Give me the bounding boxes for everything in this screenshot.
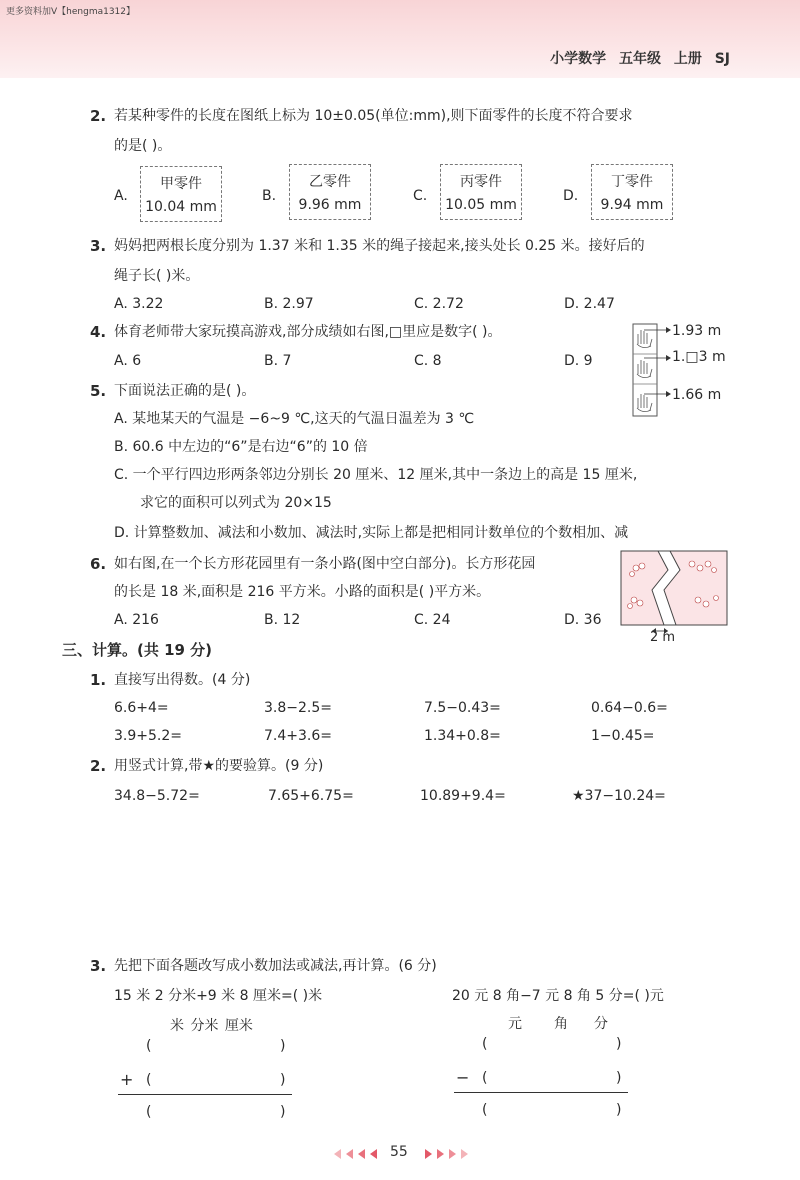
option: D. 9 bbox=[564, 353, 593, 369]
option: A. 216 bbox=[114, 612, 159, 628]
paren-open: ( bbox=[482, 1036, 488, 1052]
sum-rule bbox=[118, 1094, 292, 1095]
option: D. 36 bbox=[564, 612, 602, 628]
question-text: 下面说法正确的是( )。 bbox=[114, 383, 256, 399]
conversion-equation: 20 元 8 角−7 元 8 角 5 分=( )元 bbox=[452, 988, 664, 1004]
arithmetic-item: 1−0.45= bbox=[591, 728, 655, 744]
option: C. 8 bbox=[414, 353, 442, 369]
page-header bbox=[0, 0, 800, 78]
question-number: 3. bbox=[90, 237, 107, 255]
minus-sign: − bbox=[456, 1068, 470, 1087]
unit-header: 米 分米 厘米 bbox=[170, 1018, 253, 1034]
question-text: 的是( )。 bbox=[114, 138, 172, 154]
part-name: 丙零件 bbox=[460, 174, 502, 190]
arithmetic-item: 7.5−0.43= bbox=[424, 700, 501, 716]
unit-header: 角 bbox=[554, 1016, 568, 1032]
option-letter: A. bbox=[114, 188, 128, 204]
watermark-text: 更多资料加V【hengma1312】 bbox=[6, 7, 136, 17]
height-label: 1.93 m bbox=[672, 323, 722, 339]
paren-close: ) bbox=[616, 1036, 622, 1052]
paren-close: ) bbox=[280, 1038, 286, 1054]
conversion-equation: 15 米 2 分米+9 米 8 厘米=( )米 bbox=[114, 988, 323, 1004]
paren-open: ( bbox=[146, 1104, 152, 1120]
question-text: 绳子长( )米。 bbox=[114, 268, 200, 284]
paren-close: ) bbox=[280, 1072, 286, 1088]
vertical-calc-item: ★37−10.24= bbox=[572, 788, 666, 804]
part-length: 9.96 mm bbox=[298, 197, 362, 213]
plus-sign: + bbox=[120, 1070, 134, 1089]
paren-close: ) bbox=[616, 1102, 622, 1118]
arithmetic-item: 0.64−0.6= bbox=[591, 700, 668, 716]
right-arrows-icon bbox=[424, 1148, 474, 1160]
difference-rule bbox=[454, 1092, 628, 1093]
paren-close: ) bbox=[616, 1070, 622, 1086]
book-info: 小学数学 五年级 上册 SJ bbox=[550, 51, 730, 67]
part-card bbox=[289, 164, 371, 220]
option: A. 某地某天的气温是 −6~9 ℃,这天的气温日温差为 3 ℃ bbox=[114, 411, 475, 427]
arithmetic-item: 3.9+5.2= bbox=[114, 728, 182, 744]
question-text: 的长是 18 米,面积是 216 平方米。小路的面积是( )平方米。 bbox=[114, 584, 491, 600]
paren-open: ( bbox=[146, 1072, 152, 1088]
option-letter: D. bbox=[563, 188, 579, 204]
section-title: 三、计算。(共 19 分) bbox=[62, 641, 213, 659]
option: D. 计算整数加、减法和小数加、减法时,实际上都是把相同计数单位的个数相加、减 bbox=[114, 525, 629, 541]
hand-icon bbox=[637, 360, 652, 378]
question-text: 妈妈把两根长度分别为 1.37 米和 1.35 米的绳子接起来,接头处长 0.25 米。接好后的 bbox=[114, 238, 645, 254]
question-number: 5. bbox=[90, 382, 107, 400]
page-footer bbox=[0, 1144, 800, 1164]
problem-title: 直接写出得数。(4 分) bbox=[114, 672, 251, 688]
dimension-label: 2 m bbox=[650, 630, 676, 645]
vertical-calc-item: 7.65+6.75= bbox=[268, 788, 354, 804]
option: C. 2.72 bbox=[414, 296, 464, 312]
height-label: 1.66 m bbox=[672, 387, 722, 403]
reach-height-figure bbox=[630, 320, 760, 420]
unit-header: 元 bbox=[508, 1016, 522, 1032]
option-letter: C. bbox=[413, 188, 428, 204]
part-length: 10.04 mm bbox=[145, 199, 217, 215]
option: B. 7 bbox=[264, 353, 292, 369]
question-text: 如右图,在一个长方形花园里有一条小路(图中空白部分)。长方形花园 bbox=[114, 556, 536, 572]
option: D. 2.47 bbox=[564, 296, 615, 312]
question-number: 2. bbox=[90, 107, 107, 125]
arithmetic-item: 7.4+3.6= bbox=[264, 728, 332, 744]
part-length: 9.94 mm bbox=[600, 197, 664, 213]
problem-title: 先把下面各题改写成小数加法或减法,再计算。(6 分) bbox=[114, 958, 437, 974]
paren-open: ( bbox=[146, 1038, 152, 1054]
page-number: 55 bbox=[390, 1144, 408, 1160]
problem-number: 3. bbox=[90, 957, 107, 975]
arithmetic-item: 6.6+4= bbox=[114, 700, 169, 716]
vertical-calc-item: 34.8−5.72= bbox=[114, 788, 200, 804]
option: B. 2.97 bbox=[264, 296, 314, 312]
option-letter: B. bbox=[262, 188, 277, 204]
vertical-calc-item: 10.89+9.4= bbox=[420, 788, 506, 804]
hand-icon bbox=[637, 330, 652, 348]
garden-figure bbox=[620, 548, 730, 648]
option-continued: 求它的面积可以列式为 20×15 bbox=[140, 495, 332, 511]
question-number: 4. bbox=[90, 323, 107, 341]
part-card bbox=[440, 164, 522, 220]
arithmetic-item: 3.8−2.5= bbox=[264, 700, 332, 716]
option: B. 12 bbox=[264, 612, 301, 628]
paren-open: ( bbox=[482, 1070, 488, 1086]
part-length: 10.05 mm bbox=[445, 197, 517, 213]
problem-number: 2. bbox=[90, 757, 107, 775]
option: A. 6 bbox=[114, 353, 142, 369]
paren-open: ( bbox=[482, 1102, 488, 1118]
arithmetic-item: 1.34+0.8= bbox=[424, 728, 501, 744]
option: C. 24 bbox=[414, 612, 451, 628]
problem-number: 1. bbox=[90, 671, 107, 689]
unit-header: 分 bbox=[594, 1016, 608, 1032]
part-name: 丁零件 bbox=[611, 174, 653, 190]
question-number: 6. bbox=[90, 555, 107, 573]
paren-close: ) bbox=[280, 1104, 286, 1120]
height-label: 1.□3 m bbox=[672, 349, 726, 365]
part-card bbox=[140, 166, 222, 222]
option: C. 一个平行四边形两条邻边分别长 20 厘米、12 厘米,其中一条边上的高是 15 厘米, bbox=[114, 467, 638, 483]
part-name: 乙零件 bbox=[309, 174, 351, 190]
question-text: 体育老师带大家玩摸高游戏,部分成绩如右图,□里应是数字( )。 bbox=[114, 324, 502, 340]
part-name: 甲零件 bbox=[160, 176, 202, 192]
left-arrows-icon bbox=[333, 1148, 383, 1160]
option: B. 60.6 中左边的“6”是右边“6”的 10 倍 bbox=[114, 439, 368, 455]
hand-icon bbox=[637, 394, 652, 412]
question-text: 若某种零件的长度在图纸上标为 10±0.05(单位:mm),则下面零件的长度不符合要求 bbox=[114, 108, 633, 124]
option: A. 3.22 bbox=[114, 296, 164, 312]
part-card bbox=[591, 164, 673, 220]
problem-title: 用竖式计算,带★的要验算。(9 分) bbox=[114, 758, 324, 774]
garden-diagram bbox=[620, 548, 730, 630]
